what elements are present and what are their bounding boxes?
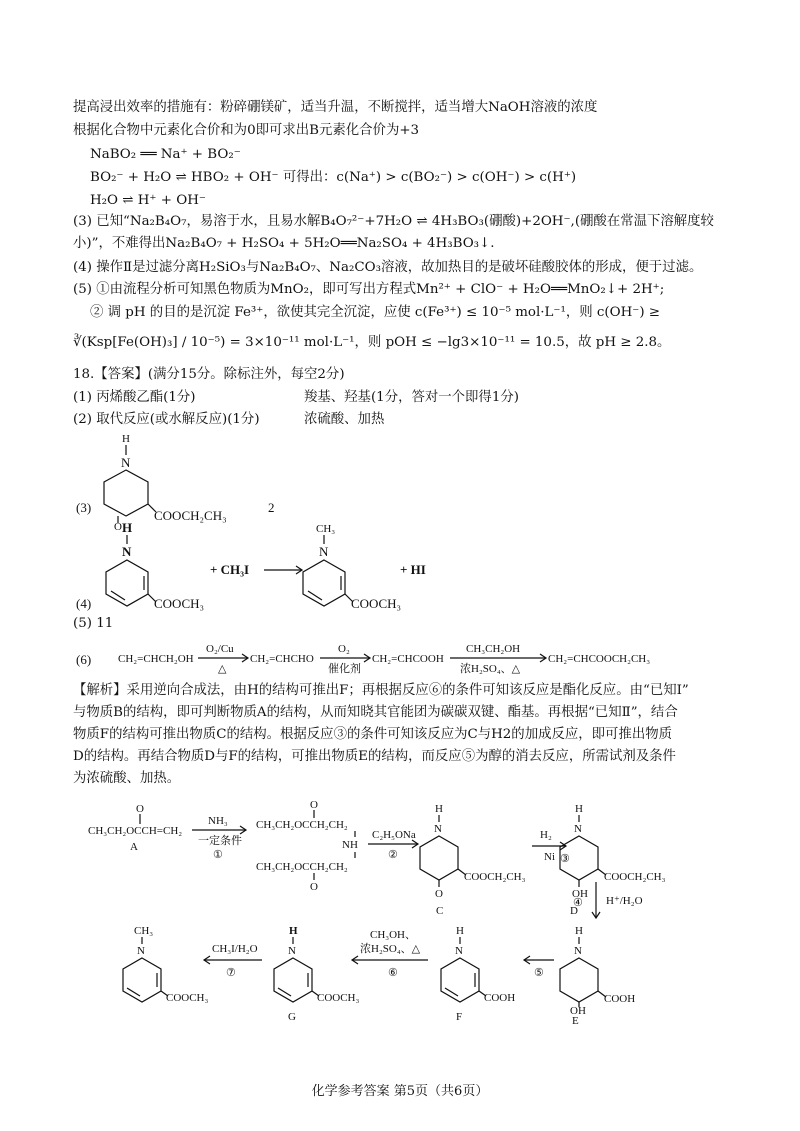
- svg-text:N: N: [137, 945, 145, 957]
- svg-text:N: N: [121, 455, 131, 470]
- svg-text:H: H: [122, 520, 133, 535]
- svg-text:CH₃CH₂OCCH=CH₂: CH₃CH₂OCCH=CH₂: [88, 825, 183, 837]
- svg-text:H: H: [122, 433, 130, 445]
- text-line: (5) 11: [73, 616, 114, 631]
- svg-text:NH: NH: [342, 839, 358, 851]
- svg-text:N: N: [434, 823, 442, 835]
- analysis-line: 与物质B的结构，即可判断物质A的结构，从而知晓其官能团为碳碳双键、酯基。再根据“已知Ⅱ”，结合: [73, 705, 678, 720]
- text-line: (4) 操作Ⅱ是过滤分离H₂SiO₃与Na₂B₄O₇、Na₂CO₃溶液，故加热目的是破坏硅酸胶体的形成，便于过滤。: [73, 260, 703, 275]
- svg-text:H⁺/H₂O: H⁺/H₂O: [606, 895, 643, 907]
- svg-text:H₂: H₂: [540, 829, 552, 841]
- svg-text:CH₂=CHCH₂OH: CH₂=CHCH₂OH: [118, 653, 194, 665]
- svg-text:C₂H₅ONa: C₂H₅ONa: [372, 829, 416, 841]
- text-line: (2) 取代反应(或水解反应)(1分): [73, 412, 260, 427]
- svg-text:O: O: [310, 800, 318, 811]
- svg-text:CH₃: CH₃: [316, 523, 336, 535]
- svg-text:O: O: [435, 888, 443, 900]
- q4-reagent: + CH₃I: [210, 562, 250, 577]
- svg-text:H: H: [575, 803, 583, 815]
- ring: [104, 470, 148, 516]
- svg-text:COOCH₃: COOCH₃: [154, 596, 205, 611]
- svg-text:COOCH₃: COOCH₃: [317, 992, 360, 1004]
- q6-route: [70, 632, 730, 680]
- svg-text:CH₃I/H₂O: CH₃I/H₂O: [212, 943, 258, 955]
- svg-text:⑥: ⑥: [388, 967, 398, 979]
- svg-text:COOCH₂CH₃: COOCH₂CH₃: [604, 871, 666, 883]
- svg-text:N: N: [574, 945, 582, 957]
- text-line: ② 调 pH 的目的是沉淀 Fe³⁺，欲使其完全沉淀，应使 c(Fe³⁺) ≤ 10⁻⁵ mol·L⁻¹，则 c(OH⁻) ≥: [90, 305, 661, 320]
- svg-text:CH₃: CH₃: [134, 925, 154, 937]
- q3-structure: [70, 430, 330, 530]
- analysis-line: 【解析】采用逆向合成法，由H的结构可推出F；再根据反应⑥的条件可知该反应是酯化反应。由“已知Ⅰ”: [73, 683, 689, 698]
- svg-text:O: O: [114, 521, 122, 530]
- formula-line: ∛(Ksp[Fe(OH)₃] / 10⁻⁵) = 3×10⁻¹¹ mol·L⁻¹，则 pOH ≤ −lg3×10⁻¹¹ = 10.5，故 pH ≥ 2.8。: [73, 335, 671, 350]
- svg-text:④: ④: [573, 897, 583, 909]
- text-line: 提高浸出效率的措施有：粉碎硼镁矿，适当升温，不断搅拌，适当增大NaOH溶液的浓度: [73, 100, 598, 115]
- svg-text:②: ②: [388, 849, 398, 861]
- equation-line: NaBO₂ ══ Na⁺ + BO₂⁻: [90, 147, 241, 162]
- svg-text:O: O: [136, 803, 144, 815]
- svg-text:CH₂=CHCOOCH₂CH₃: CH₂=CHCOOCH₂CH₃: [548, 653, 651, 665]
- q4-reaction: [70, 520, 470, 615]
- svg-text:H: H: [435, 803, 443, 815]
- equation-line: BO₂⁻ + H₂O ⇌ HBO₂ + OH⁻ 可得出：c(Na⁺) > c(BO₂⁻) > c(OH⁻) > c(H⁺): [90, 170, 577, 185]
- svg-text:O: O: [310, 881, 318, 893]
- text-line: 羧基、羟基(1分，答对一个即得1分): [304, 390, 519, 405]
- svg-text:N: N: [122, 544, 132, 559]
- svg-text:F: F: [456, 1011, 463, 1023]
- text-line: 浓硫酸、加热: [304, 412, 385, 427]
- q3-substituent: COOCH₂CH₃: [154, 508, 227, 523]
- text-line: 根据化合物中元素化合价和为0即可求出B元素化合价为+3: [73, 123, 420, 138]
- answer-heading: 18.【答案】(满分15分。除标注外，每空2分): [73, 367, 345, 382]
- svg-text:△: △: [218, 663, 227, 675]
- text-line: (1) 丙烯酸乙酯(1分): [73, 390, 196, 405]
- analysis-line: 为浓硫酸、加热。: [73, 771, 181, 786]
- svg-text:(6): (6): [76, 652, 92, 667]
- svg-text:E: E: [572, 1015, 579, 1025]
- svg-text:⑦: ⑦: [226, 967, 236, 979]
- svg-text:OH: OH: [572, 888, 588, 900]
- text-line: (3) 已知“Na₂B₄O₇，易溶于水，且易水解B₄O₇²⁻+7H₂O ⇌ 4H₃BO₃(硼酸)+2OH⁻,(硼酸在常温下溶解度较: [73, 214, 714, 229]
- svg-text:COOCH₃: COOCH₃: [166, 992, 209, 1004]
- svg-text:O₂/Cu: O₂/Cu: [206, 643, 234, 655]
- svg-text:CH₂=CHCOOH: CH₂=CHCOOH: [372, 653, 444, 665]
- svg-text:N: N: [319, 544, 329, 559]
- text-line: (5) ①由流程分析可知黑色物质为MnO₂，即可写出方程式Mn²⁺ + ClO⁻ + H₂O══MnO₂↓+ 2H⁺;: [73, 282, 665, 297]
- q3-answer-2: 2: [268, 500, 275, 515]
- svg-text:①: ①: [213, 849, 223, 861]
- svg-text:CH₂=CHCHO: CH₂=CHCHO: [250, 653, 314, 665]
- svg-text:COOCH₂CH₃: COOCH₂CH₃: [464, 871, 526, 883]
- svg-text:浓H₂SO₄、△: 浓H₂SO₄、△: [460, 663, 521, 675]
- svg-text:COOH: COOH: [604, 993, 636, 1005]
- page-footer: 化学参考答案 第5页（共6页）: [311, 1084, 489, 1099]
- svg-text:N: N: [574, 823, 582, 835]
- svg-text:COOH: COOH: [484, 992, 516, 1004]
- svg-text:CH₃CH₂OCCH₂CH₂: CH₃CH₂OCCH₂CH₂: [256, 861, 348, 873]
- svg-text:N: N: [455, 945, 463, 957]
- svg-text:H: H: [289, 925, 298, 937]
- q3-label: (3): [76, 500, 92, 515]
- svg-text:浓H₂SO₄、△: 浓H₂SO₄、△: [360, 943, 421, 955]
- svg-text:H: H: [456, 925, 464, 937]
- svg-text:C: C: [436, 905, 444, 917]
- svg-text:H: H: [575, 925, 583, 937]
- analysis-line: 物质F的结构可推出物质C的结构。根据反应③的条件可知该反应为C与H2的加成反应，即可推出物质: [73, 727, 672, 742]
- svg-text:CH₃CH₂OH: CH₃CH₂OH: [466, 643, 521, 655]
- svg-text:⑤: ⑤: [534, 967, 544, 979]
- text-line: 小)”，不难得出Na₂B₄O₇ + H₂SO₄ + 5H₂O══Na₂SO₄ + 4H₃BO₃↓.: [73, 236, 495, 251]
- svg-text:O₂: O₂: [338, 643, 350, 655]
- svg-text:CH₃OH、: CH₃OH、: [370, 929, 417, 941]
- analysis-line: D的结构。再结合物质D与F的结构，可推出物质E的结构，而反应⑤为醇的消去反应，所需试剂及条件: [73, 749, 676, 764]
- svg-text:CH₃CH₂OCCH₂CH₂: CH₃CH₂OCCH₂CH₂: [256, 819, 348, 831]
- equation-line: H₂O ⇌ H⁺ + OH⁻: [90, 193, 206, 208]
- svg-text:一定条件: 一定条件: [198, 835, 242, 847]
- q4-byproduct: + HI: [400, 562, 426, 577]
- svg-text:OH: OH: [570, 1005, 586, 1017]
- svg-text:③: ③: [560, 853, 570, 865]
- svg-text:D: D: [570, 905, 578, 917]
- q4-label: (4): [76, 596, 92, 611]
- synthesis-scheme: [70, 800, 750, 1025]
- svg-text:N: N: [288, 945, 296, 957]
- svg-text:A: A: [130, 841, 138, 853]
- svg-text:G: G: [288, 1011, 296, 1023]
- svg-text:NH₃: NH₃: [208, 815, 228, 827]
- svg-text:Ni: Ni: [544, 851, 555, 863]
- svg-text:COOCH₃: COOCH₃: [351, 596, 402, 611]
- svg-text:催化剂: 催化剂: [328, 663, 361, 675]
